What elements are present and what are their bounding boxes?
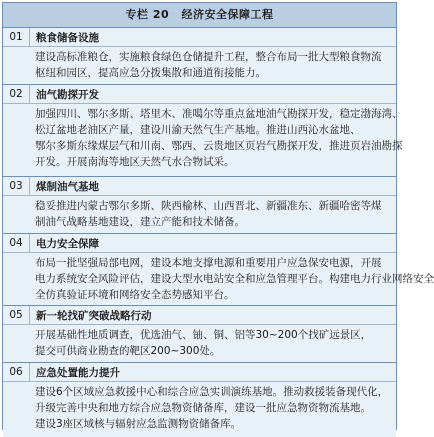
section-text: 鄂尔多斯东缘煤层气和川南、鄂西、云贵地区页岩气勘探开发，推进页岩油勘探 [35,140,403,152]
section-number: 04 [3,234,30,252]
section-text: 加强四川、鄂尔多斯、塔里木、准噶尔等重点盆地油气勘探开发，稳定渤海湾、 [35,108,403,120]
section-number: 03 [3,177,30,195]
section-text: 开发。开展南海等地区天然气水合物试采。 [35,156,235,168]
section-number: 05 [3,306,30,324]
section-06 [3,363,396,437]
section-01 [3,28,396,85]
section-text: 枢纽和园区，提高应急分拨集散和通道衔接能力。 [35,67,266,79]
section-text: 松辽盆地老油区产量，建设川渝天然气生产基地。推进山西沁水盆地、 [35,124,361,136]
section-text: 全仿真验证环境和网络安全态势感知平台。 [35,289,235,301]
section-number: 01 [3,28,30,46]
section-title: 粮食储备设施 [36,31,99,44]
section-text: 布局一批坚强局部电网，建设本地支撑电源和重要用户应急保安电源，开展 [35,257,382,269]
section-text: 建设6个区域应急救援中心和综合应急实训演练基地。推动救援装备现代化， [35,386,389,398]
column-title [3,3,396,28]
section-text: 提交可供商业勘查的靶区200~300处。 [35,345,221,357]
section-text: 开展基础性地质调查，优选油气、铀、铜、铝等30~200个找矿远景区， [35,329,372,341]
section-title: 煤制油气基地 [36,180,99,193]
section-02 [3,85,403,177]
section-title: 油气勘探开发 [36,88,99,101]
column-box [2,2,434,430]
section-text: 稳妥推进内蒙古鄂尔多斯、陕西榆林、山西晋北、新疆准东、新疆哈密等煤 [35,200,382,212]
column-number: 专栏 20 [125,8,170,21]
section-03 [3,177,396,234]
section-04 [3,234,434,306]
section-title: 应急处置能力提升 [36,366,120,379]
section-number: 06 [3,363,30,381]
column-title-text: 经济安全保障工程 [181,8,274,21]
section-title: 电力安全保障 [36,237,99,250]
section-text: 电力系统安全风险评估，建设大型水电站安全和应急管理平台。构建电力行业网络安全 [35,273,434,285]
section-text: 升级完善中央和地方综合应急物资储备库，建设一批应急物资物流基地。 [35,402,371,414]
section-05 [3,306,396,363]
section-title: 新一轮找矿突破战略行动 [36,309,152,322]
section-text: 建设高标准粮仓，实施粮食绿色仓储提升工程，整合布局一批大型粮食物流 [35,51,382,63]
section-text: 建设3座区域核与辐射应急监测物资储备库。 [35,418,242,430]
section-text: 制油气战略基地建设，建立产能和技术储备。 [35,216,245,228]
section-number: 02 [3,85,30,103]
